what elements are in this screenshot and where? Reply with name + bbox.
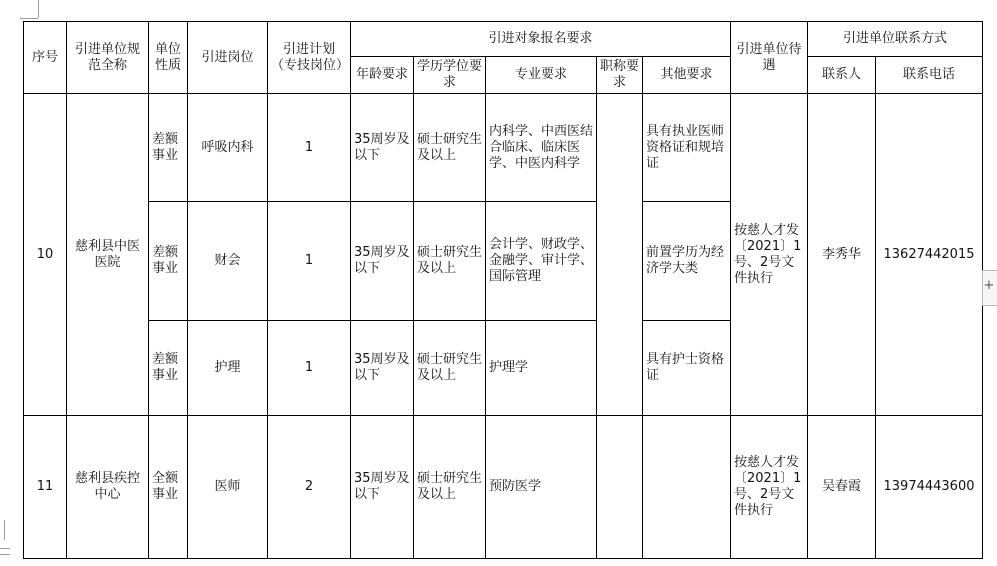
header-unit-name: 引进单位规范全称 bbox=[67, 22, 149, 94]
header-seq: 序号 bbox=[24, 22, 67, 94]
contact-person-cell: 吴春霞 bbox=[808, 416, 876, 559]
age-cell: 35周岁及以下 bbox=[351, 321, 414, 416]
unit-nature-cell: 差额事业 bbox=[149, 321, 188, 416]
major-cell: 会计学、财政学、金融学、审计学、国际管理 bbox=[486, 202, 597, 321]
education-cell: 硕士研究生及以上 bbox=[414, 202, 486, 321]
header-education: 学历学位要求 bbox=[414, 57, 486, 94]
other-cell: 具有执业医师资格证和规培证 bbox=[643, 94, 731, 202]
header-contact-phone: 联系电话 bbox=[876, 57, 983, 94]
crop-mark bbox=[20, 18, 38, 19]
unit-nature-cell: 差额事业 bbox=[149, 94, 188, 202]
seq-cell: 11 bbox=[24, 416, 67, 559]
crop-mark bbox=[0, 554, 10, 555]
header-plan: 引进计划（专技岗位） bbox=[268, 22, 351, 94]
major-cell: 护理学 bbox=[486, 321, 597, 416]
unit-nature-cell: 全额事业 bbox=[149, 416, 188, 559]
unit-name-cell: 慈利县疾控中心 bbox=[67, 416, 149, 559]
header-treatment: 引进单位待遇 bbox=[731, 22, 808, 94]
age-cell: 35周岁及以下 bbox=[351, 94, 414, 202]
post-cell: 医师 bbox=[188, 416, 268, 559]
treatment-cell: 按慈人才发〔2021〕1号、2号文件执行 bbox=[731, 94, 808, 416]
crop-mark bbox=[38, 0, 39, 18]
contact-phone-cell: 13974443600 bbox=[876, 416, 983, 559]
age-cell: 35周岁及以下 bbox=[351, 416, 414, 559]
education-cell: 硕士研究生及以上 bbox=[414, 416, 486, 559]
title-cell bbox=[597, 416, 643, 559]
major-cell: 预防医学 bbox=[486, 416, 597, 559]
unit-nature-cell: 差额事业 bbox=[149, 202, 188, 321]
other-cell bbox=[643, 416, 731, 559]
header-other: 其他要求 bbox=[643, 57, 731, 94]
header-contact-person: 联系人 bbox=[808, 57, 876, 94]
header-requirements: 引进对象报名要求 bbox=[351, 22, 731, 57]
header-age: 年龄要求 bbox=[351, 57, 414, 94]
treatment-cell: 按慈人才发〔2021〕1号、2号文件执行 bbox=[731, 416, 808, 559]
crop-mark bbox=[4, 520, 5, 540]
major-cell: 内科学、中西医结合临床、临床医学、中医内科学 bbox=[486, 94, 597, 202]
age-cell: 35周岁及以下 bbox=[351, 202, 414, 321]
contact-person-cell: 李秀华 bbox=[808, 94, 876, 416]
education-cell: 硕士研究生及以上 bbox=[414, 321, 486, 416]
plan-cell: 1 bbox=[268, 321, 351, 416]
recruitment-table bbox=[23, 21, 983, 559]
plan-cell: 1 bbox=[268, 94, 351, 202]
plan-cell: 2 bbox=[268, 416, 351, 559]
header-contact-group: 引进单位联系方式 bbox=[808, 22, 983, 57]
crop-mark bbox=[0, 548, 10, 549]
other-cell: 前置学历为经济学大类 bbox=[643, 202, 731, 321]
plus-icon[interactable]: + bbox=[983, 278, 995, 293]
post-cell: 财会 bbox=[188, 202, 268, 321]
header-unit-nature: 单位性质 bbox=[149, 22, 188, 94]
contact-phone-cell: 13627442015 bbox=[876, 94, 983, 416]
header-post: 引进岗位 bbox=[188, 22, 268, 94]
seq-cell: 10 bbox=[24, 94, 67, 416]
table-row bbox=[24, 416, 983, 559]
unit-name-cell: 慈利县中医医院 bbox=[67, 94, 149, 416]
other-cell: 具有护士资格证 bbox=[643, 321, 731, 416]
education-cell: 硕士研究生及以上 bbox=[414, 94, 486, 202]
post-cell: 护理 bbox=[188, 321, 268, 416]
title-cell bbox=[597, 94, 643, 416]
plan-cell: 1 bbox=[268, 202, 351, 321]
post-cell: 呼吸内科 bbox=[188, 94, 268, 202]
table-row bbox=[24, 94, 983, 202]
header-title: 职称要求 bbox=[597, 57, 643, 94]
header-major: 专业要求 bbox=[486, 57, 597, 94]
header-row bbox=[24, 22, 983, 57]
